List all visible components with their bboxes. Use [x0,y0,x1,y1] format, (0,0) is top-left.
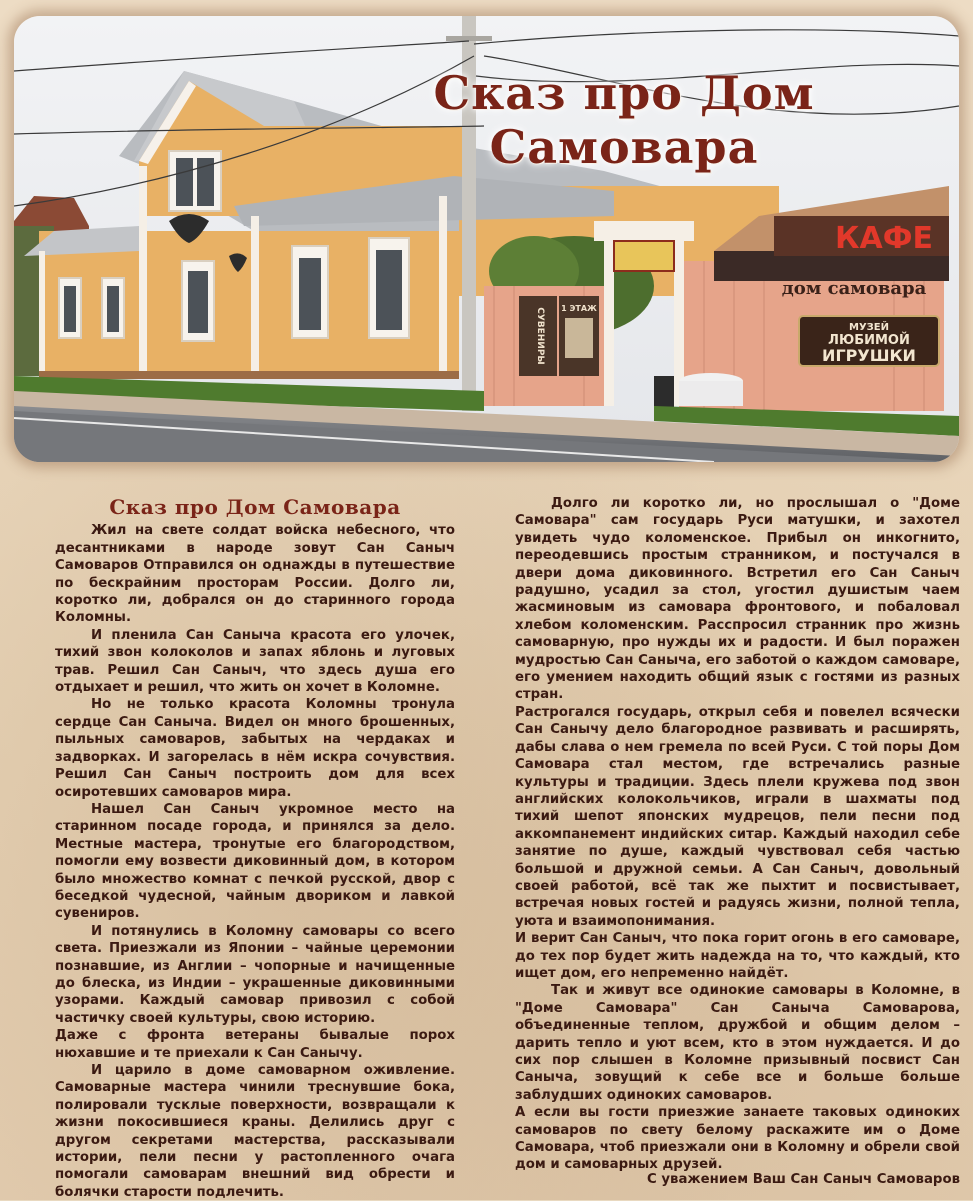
signature: С уважением Ваш Сан Саныч Самоваров [646,1172,960,1187]
museum-sign-line-1: МУЗЕЙ [849,322,889,333]
story-paragraph: Нашел Сан Саныч укромное место на старинном посаде города, и принялся за дело. Местные мастера, тронутые его благородством, помогли ему возвести диковинный дом, в котором было множество комнат с печкой русской, двор с беседкой чудесной, чайным двориком и лавкой сувениров. [55,801,455,922]
story-left-column [55,495,455,1201]
house-photo [14,16,959,462]
story-paragraph: Но не только красота Коломны тронула сердце Сан Саныча. Видел он много брошенных, пыльных самоваров, забытых на чердаках и задворках. И загорелась в нём искра сочувствия. Решил Сан Саныч построить дом для всех осиротевших самоваров мира. [55,697,455,800]
story-paragraph: Так и живут все одинокие самовары в Коломне, в "Доме Самовара" Сан Саныча Самоварова, объединенные теплом, дружбой и общим делом – дарить тепло и уют всем, кто в этом нуждается. И до сих пор слышен в Коломне призывный посвист Сан Саныча, зовущий к себе все и больше больше заблудших одиноких самоваров. [515,983,960,1103]
story-paragraph: Даже с фронта ветераны бывалые порох нюхавшие и те приехали к Сан Санычу. [55,1028,455,1061]
museum-sign-line-2: ЛЮБИМОЙ [828,333,910,348]
story-paragraph: И царило в доме самоварном оживление. Самоварные мастера чинили треснувшие бока, полировали тусклые поверхности, возвращали к жизни покосившиеся краны. Делились друг с другом секретами мастерства, рассказывали истории, пели песни у растопленного очага помогали самоварам внешний вид обрести и болячки старости подлечить. [55,1063,455,1200]
story-right-column [515,495,960,1174]
floor-sign-line-1: 1 ЭТАЖ [561,304,597,313]
story-paragraph: И пленила Сан Саныча красота его улочек, тихий звон колоколов и запах яблонь и луговых трав. Решил Сан Саныч, что здесь душа его отдыхает и решил, что жить он хочет в Коломне. [55,627,455,696]
story-paragraph: А если вы гости приезжие занаете таковых одиноких самоваров по свету белому раскажите им о Доме Самовара, чтоб приезжали они в Коломну и обрели свой дом и самоварных друзей. [515,1105,960,1173]
story-paragraph: И верит Сан Саныч, что пока горит огонь в его самоваре, до тех пор будет жить надежда на то, что каждый, кто ищет дом, его непременно найдёт. [515,931,960,981]
cafe-sign: КАФЕ [835,221,933,256]
story-paragraph: Долго ли коротко ли, но прослышал о "Доме Самовара" сам государь Руси матушки, и захотел увидеть чудо коломенское. Прибыл он инкогнито, переодевшись простым странником, и постучался в двери дома диковинного. Встретил его Сан Саныч радушно, усадил за стол, угостил душистым чаем жасминовым из самовара фронтового, и побаловал хлебом коломенским. Расспросил странник про жизнь самоварную, про нужды их и радости. И был поражен мудростью Сан Саныча, его заботой о каждом самоваре, его умением находить общий язык с гостями из разных стран. [515,496,960,703]
souvenir-sign: СУВЕНИРЫ [535,307,545,365]
dom-samovara-sign: дом самовара [781,278,927,299]
story-paragraph: И потянулись в Коломну самовары со всего света. Приезжали из Японии – чайные церемонии познавшие, из Англии – чопорные и начищенные до блеска, из Индии – украшенные диковинными узорами. Каждый самовар привозил с собой частичку своей культуры, свою историю. [55,923,455,1026]
photo-headline: Сказ про Дом Самовара [433,66,815,174]
museum-sign-line-3: ИГРУШКИ [822,346,916,365]
story-paragraph: Растрогался государь, открыл себя и повелел всячески Сан Санычу дело благородное развивать и расширять, дабы слава о нем гремела по всей Руси. С той поры Дом Самовара стал местом, где встречались разные культуры и традиции. Здесь плели кружева под звон английских колокольчиков, играли в шахматы под тихий шепот японских мудрецов, пели песни под аккомпанемент индийских ситар. Каждый находил себе занятие по душе, каждый чувствовал себя частью большой и дружной семьи. А Сан Саныч, довольный своей работой, всё так же пыхтит и посвистывает, встречая новых гостей и радуясь жизни, полной тепла, уюта и взаимопонимания. [515,704,960,929]
story-paragraph: Жил на свете солдат войска небесного, что десантниками в народе зовут Сан Саныч Самоваров Отправился он однажды в путешествие по бескрайним просторам России. Долго ли, коротко ли, добрался он до старинного города Коломны. [55,523,455,626]
story-title: Сказ про Дом Самовара [109,495,401,519]
